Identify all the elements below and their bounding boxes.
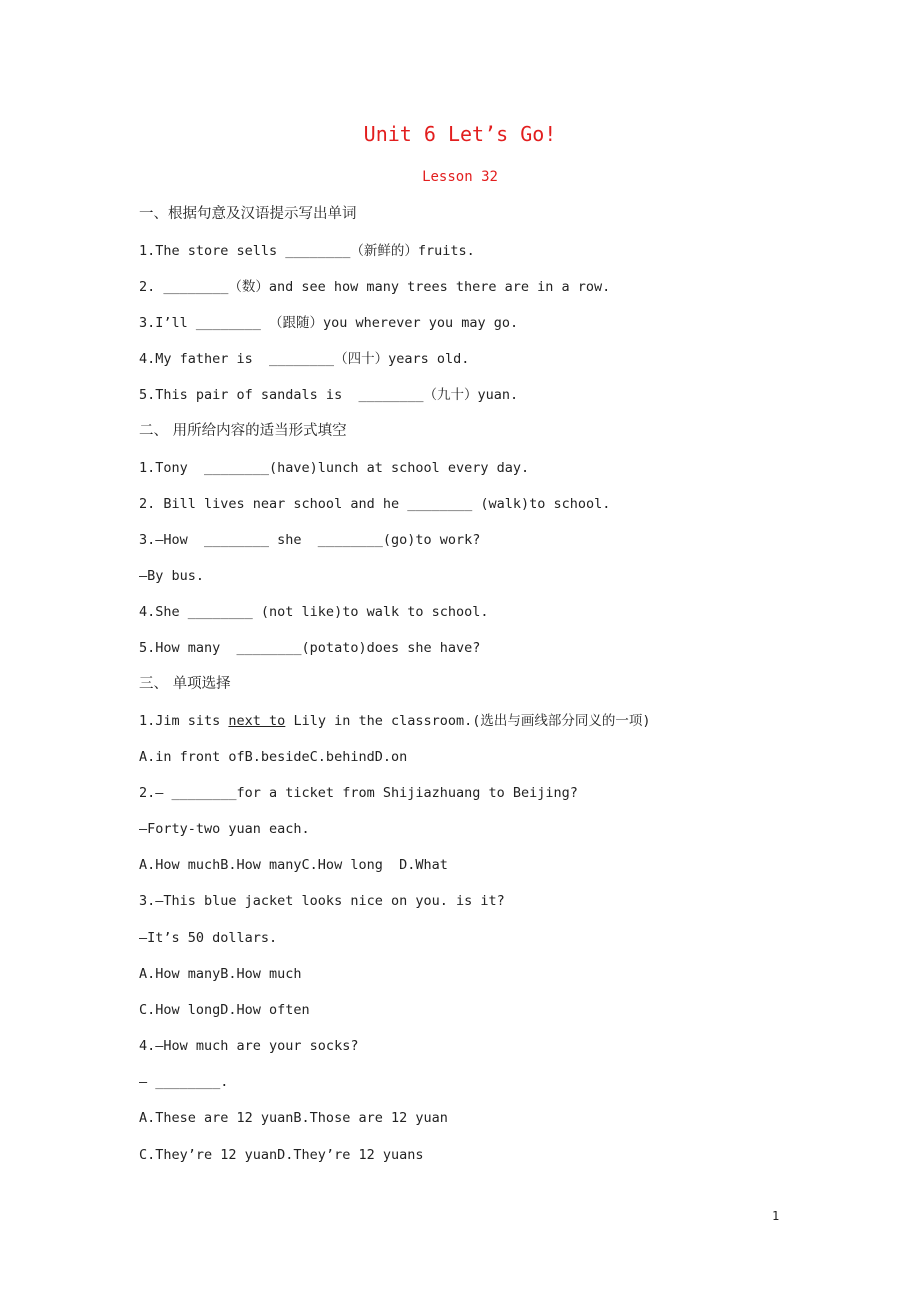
s3-line-7: A.How manyB.How much	[139, 966, 302, 982]
q1-underlined-phrase: next to	[228, 713, 286, 729]
s3-line-10: — ________.	[139, 1074, 229, 1090]
section-2-heading: 二、 用所给内容的适当形式填空	[139, 423, 347, 439]
s3-line-12: C.They’re 12 yuanD.They’re 12 yuans	[139, 1147, 424, 1163]
s1-item-5: 5.This pair of sandals is ________（九十）yuan.	[139, 387, 519, 403]
s2-item-4: 4.She ________ (not like)to walk to school.	[139, 604, 489, 620]
s1-item-2: 2. ________（数）and see how many trees there are in a row.	[139, 279, 611, 295]
s3-line-6: —It’s 50 dollars.	[139, 930, 278, 946]
page-number: 1	[772, 1209, 780, 1223]
s2-item-5: 5.How many ________(potato)does she have?	[139, 640, 481, 656]
s3-question-1	[139, 711, 651, 731]
s1-item-3: 3.I’ll ________ （跟随）you wherever you may go.	[139, 315, 519, 331]
s1-item-4: 4.My father is ________（四十）years old.	[139, 351, 470, 367]
s3-line-3: —Forty-two yuan each.	[139, 821, 310, 837]
s3-line-2: 2.— ________for a ticket from Shijiazhuang to Beijing?	[139, 785, 578, 801]
section-3-heading: 三、 单项选择	[139, 676, 231, 692]
s3-line-8: C.How longD.How often	[139, 1002, 310, 1018]
s3-line-5: 3.—This blue jacket looks nice on you. is it?	[139, 893, 505, 909]
lesson-subtitle: Lesson 32	[422, 169, 498, 185]
s2-item-1: 1.Tony ________(have)lunch at school every day.	[139, 460, 530, 476]
s2-item-3: 3.—How ________ she ________(go)to work?	[139, 532, 481, 548]
s3-line-4: A.How muchB.How manyC.How long D.What	[139, 857, 448, 873]
s1-item-1: 1.The store sells ________（新鲜的）fruits.	[139, 243, 475, 259]
s3-line-9: 4.—How much are your socks?	[139, 1038, 359, 1054]
s3-line-11: A.These are 12 yuanB.Those are 12 yuan	[139, 1110, 448, 1126]
q1-suffix: Lily in the classroom.(选出与画线部分同义的一项)	[285, 713, 651, 729]
s2-item-3-answer: —By bus.	[139, 568, 205, 584]
unit-title: Unit 6 Let’s Go!	[363, 122, 557, 146]
s3-line-1: A.in front ofB.besideC.behindD.on	[139, 749, 408, 765]
section-1-heading: 一、根据句意及汉语提示写出单词	[139, 206, 357, 222]
s2-item-2: 2. Bill lives near school and he ________ (walk)to school.	[139, 496, 611, 512]
q1-prefix: 1.Jim sits	[139, 713, 229, 729]
